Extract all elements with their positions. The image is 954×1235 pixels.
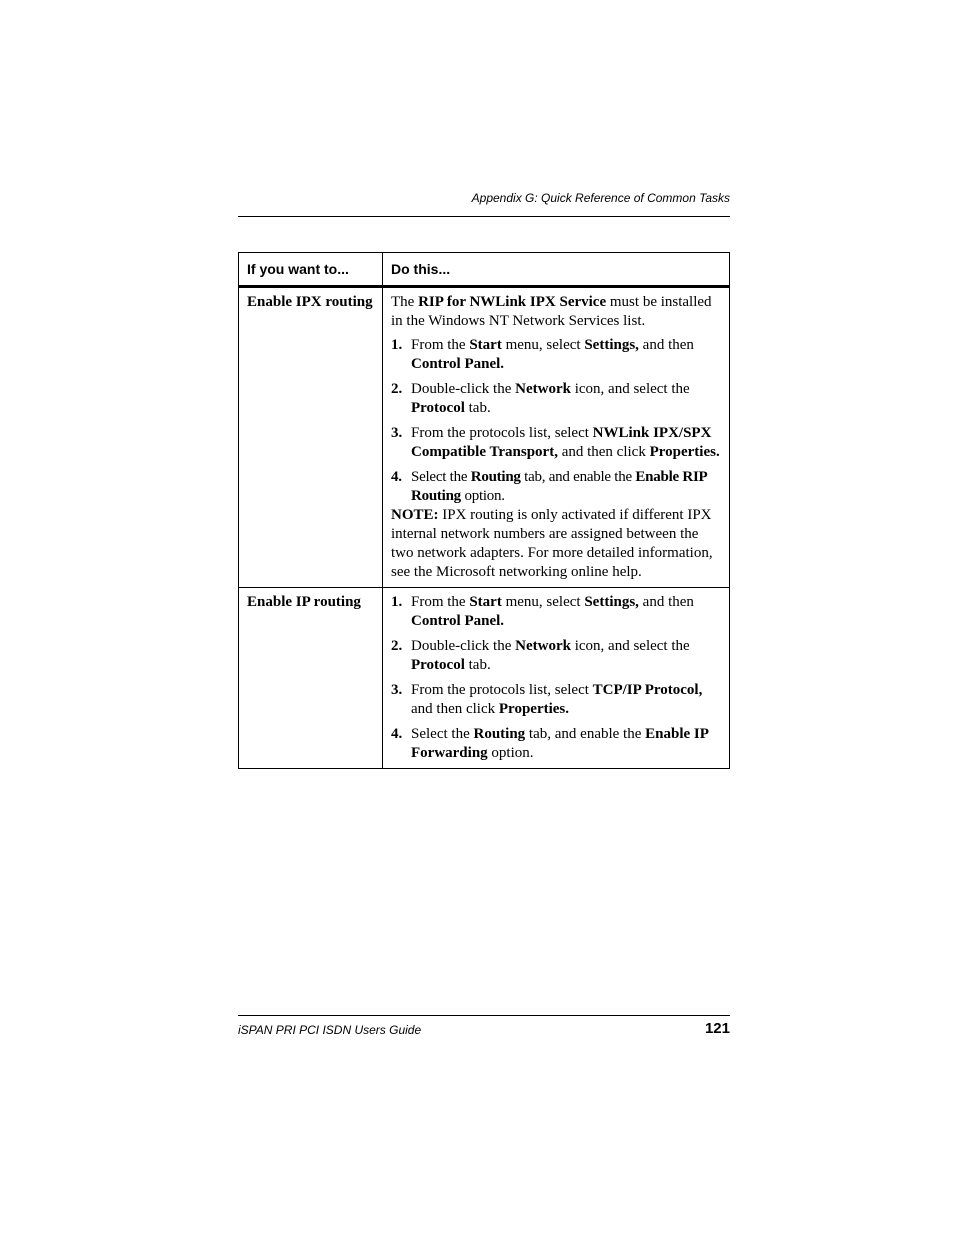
list-item bbox=[391, 424, 722, 462]
step-number: 2. bbox=[391, 638, 403, 654]
list-item bbox=[391, 681, 722, 719]
ipx-steps bbox=[391, 336, 722, 506]
instructions-ip bbox=[383, 588, 730, 769]
ui-term: Settings, bbox=[584, 594, 639, 610]
text: Select the bbox=[411, 726, 474, 742]
text: Double-click the bbox=[411, 638, 516, 654]
running-head: Appendix G: Quick Reference of Common Tasks bbox=[471, 191, 730, 205]
step-number: 4. bbox=[391, 726, 403, 742]
ui-term: Start bbox=[469, 594, 502, 610]
note-text: IPX routing is only activated if different IPX internal network numbers are assigned between the two network adapters. For more detailed information, see the Microsoft networking online help. bbox=[391, 507, 713, 580]
ipx-intro bbox=[391, 293, 722, 331]
task-ipx-routing: Enable IPX routing bbox=[239, 287, 383, 588]
text: and then bbox=[638, 594, 694, 610]
text: icon, and select the bbox=[570, 381, 690, 397]
text: option. bbox=[460, 488, 505, 504]
service-name: RIP for NWLink IPX Service bbox=[418, 294, 607, 310]
text: tab. bbox=[464, 400, 491, 416]
text: The bbox=[391, 294, 419, 310]
ui-term: Routing bbox=[470, 469, 521, 485]
instructions-ipx bbox=[383, 287, 730, 588]
ui-term: Settings, bbox=[584, 337, 639, 353]
text: From the bbox=[411, 337, 470, 353]
ui-term: NWLink IPX/SPX Compatible Transport, bbox=[411, 425, 712, 460]
text: and then click bbox=[411, 701, 499, 717]
text: icon, and select the bbox=[570, 638, 690, 654]
table-header-row bbox=[239, 253, 730, 287]
ui-term: Protocol bbox=[411, 657, 465, 673]
list-item bbox=[391, 468, 722, 506]
text: menu, select bbox=[501, 594, 585, 610]
note-label: NOTE: bbox=[391, 507, 439, 523]
list-item bbox=[391, 593, 722, 631]
task-ip-routing: Enable IP routing bbox=[239, 588, 383, 769]
column-header-action: Do this... bbox=[383, 253, 730, 287]
ui-term: Enable IP Forwarding bbox=[411, 726, 709, 761]
list-item bbox=[391, 725, 722, 763]
text: From the bbox=[411, 594, 470, 610]
text: Select the bbox=[411, 469, 471, 485]
step-number: 1. bbox=[391, 594, 403, 610]
text: tab, and enable the bbox=[520, 469, 636, 485]
ui-term: Control Panel. bbox=[411, 356, 505, 372]
table-row-ipx bbox=[239, 287, 730, 588]
ui-term: TCP/IP Protocol, bbox=[592, 682, 703, 698]
ui-term: Enable RIP Routing bbox=[411, 469, 707, 504]
ui-term: Network bbox=[515, 638, 571, 654]
text: Double-click the bbox=[411, 381, 516, 397]
text: and then click bbox=[557, 444, 650, 460]
text: From the protocols list, select bbox=[411, 682, 593, 698]
text: tab, and enable the bbox=[525, 726, 646, 742]
table-row-ip bbox=[239, 588, 730, 769]
text: tab. bbox=[464, 657, 491, 673]
header-rule bbox=[238, 216, 730, 217]
ui-term: Control Panel. bbox=[411, 613, 505, 629]
footer-title: iSPAN PRI PCI ISDN Users Guide bbox=[238, 1023, 422, 1037]
quick-reference-table bbox=[238, 252, 730, 769]
step-number: 4. bbox=[391, 469, 402, 485]
page-number: 121 bbox=[704, 1020, 730, 1037]
list-item bbox=[391, 380, 722, 418]
list-item bbox=[391, 637, 722, 675]
ui-term: Protocol bbox=[411, 400, 465, 416]
column-header-task: If you want to... bbox=[239, 253, 383, 287]
text: and then bbox=[638, 337, 694, 353]
text: option. bbox=[487, 745, 534, 761]
ui-term: Properties. bbox=[649, 444, 720, 460]
text: menu, select bbox=[501, 337, 585, 353]
ipx-note bbox=[391, 506, 722, 582]
step-number: 1. bbox=[391, 337, 403, 353]
ui-term: Routing bbox=[473, 726, 526, 742]
step-number: 2. bbox=[391, 381, 403, 397]
text: From the protocols list, select bbox=[411, 425, 593, 441]
ip-steps bbox=[391, 593, 722, 763]
step-number: 3. bbox=[391, 682, 403, 698]
step-number: 3. bbox=[391, 425, 403, 441]
ui-term: Network bbox=[515, 381, 571, 397]
footer-rule bbox=[238, 1015, 730, 1016]
ui-term: Start bbox=[469, 337, 502, 353]
ui-term: Properties. bbox=[498, 701, 570, 717]
text: must be installed in the Windows NT Network Services list. bbox=[391, 294, 712, 329]
list-item bbox=[391, 336, 722, 374]
